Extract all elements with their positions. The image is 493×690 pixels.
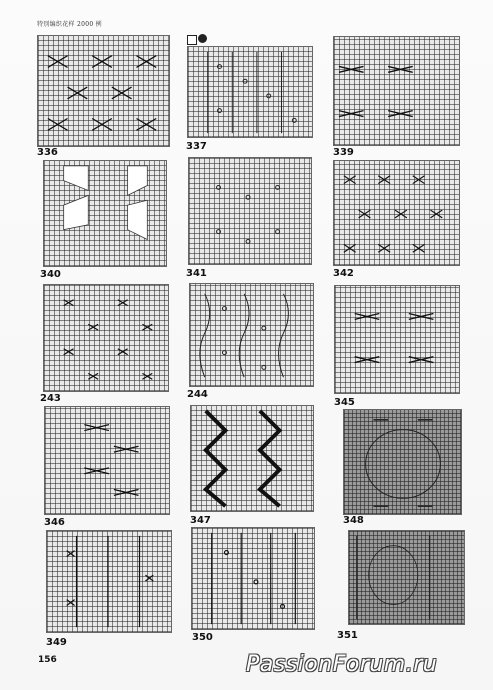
knit-chart-243 — [43, 284, 169, 392]
chart-number-339: 339 — [333, 147, 354, 158]
knit-chart-347 — [190, 405, 314, 512]
chart-number-349: 349 — [46, 637, 67, 648]
cable-pattern-graphic — [334, 161, 459, 265]
watermark-text: PassionForum.ru — [246, 652, 438, 677]
knit-chart-341 — [188, 157, 312, 265]
legend-empty-square-icon — [187, 35, 197, 45]
rib-pattern-graphic — [192, 528, 314, 629]
zigzag-pattern-graphic — [191, 406, 313, 511]
chart-number-346: 346 — [44, 517, 65, 528]
knit-chart-337 — [187, 46, 313, 138]
knit-chart-345 — [334, 285, 460, 394]
rib-pattern-graphic — [47, 531, 171, 632]
knit-chart-342 — [333, 160, 460, 266]
knit-chart-350 — [191, 527, 315, 630]
chart-number-342: 342 — [333, 268, 354, 279]
knit-chart-336 — [37, 35, 170, 147]
knit-chart-244 — [189, 283, 314, 387]
chart-number-351: 351 — [337, 630, 358, 641]
textured-pattern-graphic — [349, 531, 464, 624]
chart-number-340: 340 — [40, 269, 61, 280]
page-number: 156 — [38, 655, 57, 665]
knit-chart-346 — [44, 406, 170, 515]
chart-number-244: 244 — [187, 389, 208, 400]
chart-number-347: 347 — [190, 515, 211, 526]
knit-chart-340 — [43, 160, 167, 267]
chart-number-243: 243 — [40, 393, 61, 404]
chart-number-336: 336 — [37, 147, 58, 158]
lace-pattern-graphic — [190, 284, 313, 386]
diamond-pattern-graphic — [344, 410, 461, 514]
lace-pattern-graphic — [189, 158, 311, 264]
cable-pattern-graphic — [38, 36, 169, 146]
cable-pattern-graphic — [334, 37, 459, 145]
cable-pattern-graphic — [45, 407, 169, 514]
chart-number-348: 348 — [343, 515, 364, 526]
knit-chart-339 — [333, 36, 460, 146]
diamond-pattern-graphic — [44, 161, 166, 266]
chart-number-341: 341 — [186, 268, 207, 279]
knit-chart-348 — [343, 409, 462, 515]
knit-chart-349 — [46, 530, 172, 633]
chart-number-337: 337 — [186, 141, 207, 152]
knit-chart-351 — [348, 530, 465, 625]
cross-pattern-graphic — [44, 285, 168, 391]
cable-pattern-graphic — [335, 286, 459, 393]
chart-number-345: 345 — [334, 397, 355, 408]
chart-number-350: 350 — [192, 632, 213, 643]
legend-filled-circle-icon — [198, 34, 207, 43]
lace-pattern-graphic — [188, 47, 312, 137]
page-header: 特别编织花样 2000 例 — [37, 21, 102, 28]
